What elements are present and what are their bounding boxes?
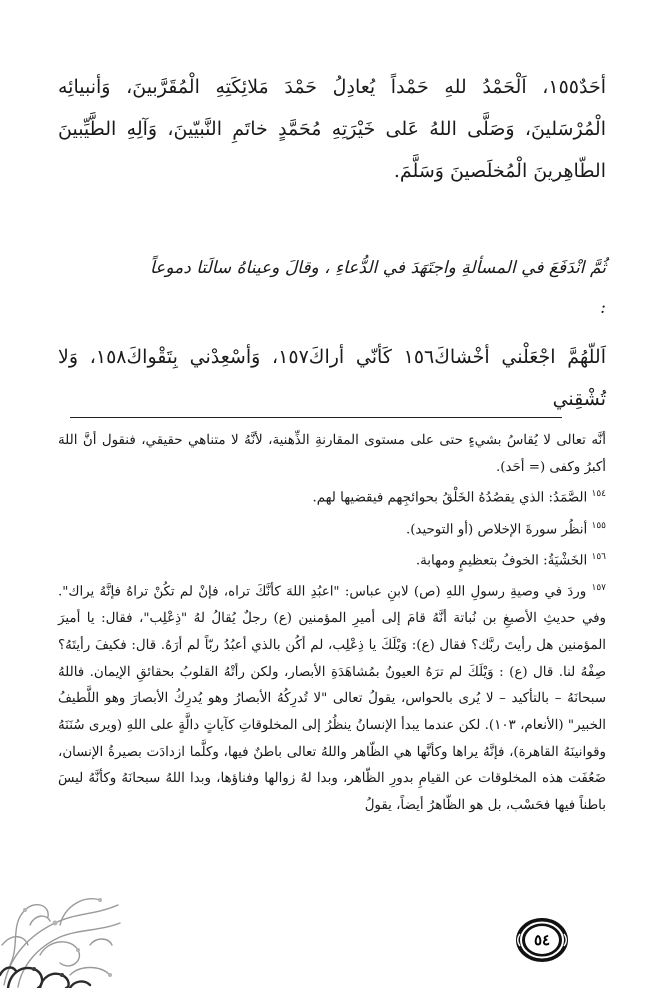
footnote-154-text: الصَّمَدُ: الذي يقصُدُهُ الخَلْقُ بحوائجِهم فيقضيها لهم. — [312, 490, 588, 506]
footnote-157-text: وردَ في وصيةِ رسولِ اللهِ (ص) لابنِ عباس: "اعبُدِ اللهَ كأنَّكَ تراه، فإنْ لم تكُنْ تراهُ فإنَّهُ يراك". وفي حديثِ الأصبغِ بن نُباتة أنَّهُ قامَ إلى أميرِ المؤمنين (ع) رجلٌ يُقالُ لهُ "ذِعْلِب"، فقال: يا أميرَ المؤمنين هل رأيتَ ربَّك؟ فقال (ع): وَيْلَكَ يا ذِعْلِب، لم أكُن بالذي أعبُدُ ربّاً لم أرَهُ. قال: فكيفَ رأيتَهُ؟ صِفْهُ لنا. قال (ع) : وَيْلَكَ لم ترَهُ العيونُ بمُشاهَدَةِ الأبصار، ولكن رأتْهُ القلوبُ بحقائقِ الإيمان. فاللهُ سبحانَهُ – بالتأكيد – لا يُرى بالحواس، يقولُ تعالى "لا تُدرِكُهُ الأبصارُ وهو يُدرِكُ الأبصارَ وهو اللَّطيفُ الخبير" (الأنعام، ١٠٣). لكن عندما يبدأ الإنسانُ ينظُرُ إلى المخلوقاتِ كآياتٍ دالَّةٍ على اللهِ (ويرى سُنَنَهُ وقوانينَهُ القاهرة)، فإنَّهُ يراها وكأنَّها هي الظّاهر واللهُ تعالى باطنٌ فيها، وكلَّما ازدادَت بصيرةُ الإنسان، ضَعُفَت هذه المخلوقات عن القيامِ بدورِ الظّاهر، وبدا لهُ زوالها وفناؤها، وبدا اللهُ سبحانَهُ وكأنَّهُ ليسَ باطناً فيها فحَسْب، بل هو الظّاهرُ أيضاً، يقولُ — [58, 584, 607, 814]
footnote-continuation: أنَّه تعالى لا يُقاسُ بشيءٍ حتى على مستوى المقارنةِ الذِّهنية، لأنَّهُ لا متناهي حقيقي، فنقول أنَّ اللهَ أكبرُ وكفى (= أحَد). — [58, 433, 606, 475]
footnote-157 — [58, 575, 606, 820]
footnote-marker-154: ١٥٤ — [591, 489, 606, 500]
footnote-marker-156: ١٥٦ — [591, 551, 606, 562]
footnote-marker-155: ١٥٥ — [591, 520, 606, 531]
footnote-156 — [58, 544, 606, 575]
footnote-155 — [58, 513, 606, 544]
footnote-marker-157: ١٥٧ — [591, 582, 606, 593]
intro-line: ثُمَّ انْدَفَعَ في المسألةِ واجتَهَدَ في الدُّعاءِ ، وقالَ وعيناهُ سالَتا دموعاً : — [150, 258, 606, 318]
page-number: ٥٤ — [533, 931, 551, 949]
footnotes-section — [58, 428, 606, 820]
footnote-155-text: أنظُر سورةَ الإخلاص (أو التوحيد). — [405, 522, 588, 538]
prayer-line: اَللّهُمَّ اجْعَلْني أخْشاكَ١٥٦ كَأنّي أراكَ١٥٧، وَأسْعِدْني بِتَقْواكَ١٥٨، وَلا تُشْقِني — [58, 346, 606, 410]
footnote-154 — [58, 481, 606, 512]
footnote-156-text: الخَشْيَةُ: الخوفُ بتعظيمٍ ومهابة. — [415, 553, 588, 569]
footnote-divider — [70, 417, 562, 418]
floral-ornament-icon — [0, 805, 125, 988]
main-text-paragraph: أحَدٌ١٥٥، اَلْحَمْدُ للهِ حَمْداً يُعادِلُ حَمْدَ مَلائِكَتِهِ الْمُقَرَّبينَ، وَأنبيائِه الْمُرْسَلينَ، وَصَلَّى اللهُ عَلى خَيْرَتِهِ مُحَمَّدٍ خاتَمِ النَّبيّينَ، وَآلِهِ الطَّيِّبينَ الطّاهِرينَ الْمُخلَصينَ وَسَلَّمَ. — [58, 76, 606, 182]
